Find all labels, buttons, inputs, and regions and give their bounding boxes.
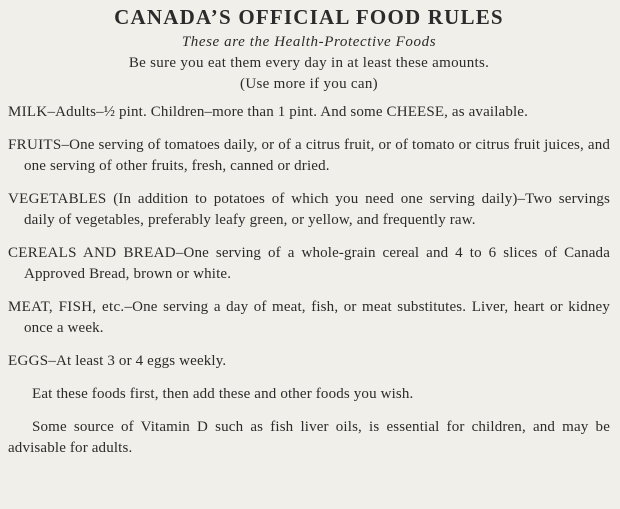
rule-heading: CEREALS AND BREAD xyxy=(8,245,176,261)
note-vitamin-d: Some source of Vitamin D such as fish liver oils, is essential for children, and may be advisable for adults. xyxy=(8,419,610,456)
rule-text: –Adults–½ pint. Children–more than 1 pint. And some CHEESE, as available. xyxy=(47,104,529,120)
note-eat-first: Eat these foods first, then add these and other foods you wish. xyxy=(32,386,414,402)
rule-heading: VEGETABLES xyxy=(8,191,107,207)
rule-milk xyxy=(8,102,610,123)
rule-vegetables xyxy=(8,189,610,231)
page-subtitle: These are the Health-Protective Foods xyxy=(181,34,437,50)
rule-text: –One serving a day of meat, fish, or meat substitutes. Liver, heart or kidney once a week. xyxy=(24,299,611,336)
intro-text: Be sure you eat them every day in at least these amounts. xyxy=(128,55,490,71)
rule-text: –At least 3 or 4 eggs weekly. xyxy=(48,353,227,369)
rule-eggs xyxy=(8,351,610,372)
rule-text: (In addition to potatoes of which you need one serving daily)–Two servings daily of vegetables, preferably leafy green, or yellow, and frequently raw. xyxy=(24,191,610,228)
rule-cereals-and-bread xyxy=(8,243,610,285)
rule-meat-fish xyxy=(8,297,610,339)
rule-text: –One serving of a whole-grain cereal and 4 to 6 slices of Canada Approved Bread, brown or white. xyxy=(24,245,610,282)
rule-fruits xyxy=(8,135,610,177)
rule-heading: FRUITS xyxy=(8,137,62,153)
rule-heading: MILK xyxy=(8,104,48,120)
page-title: CANADA’S OFFICIAL FOOD RULES xyxy=(114,5,504,29)
rule-heading: MEAT, FISH, etc. xyxy=(8,299,125,315)
rule-heading: EGGS xyxy=(8,353,49,369)
rule-text: –One serving of tomatoes daily, or of a citrus fruit, or of tomato or citrus fruit juices, and one serving of other fruits, fresh, canned or dried. xyxy=(24,137,610,174)
intro-note: (Use more if you can) xyxy=(240,76,378,92)
rules-list xyxy=(8,102,610,459)
